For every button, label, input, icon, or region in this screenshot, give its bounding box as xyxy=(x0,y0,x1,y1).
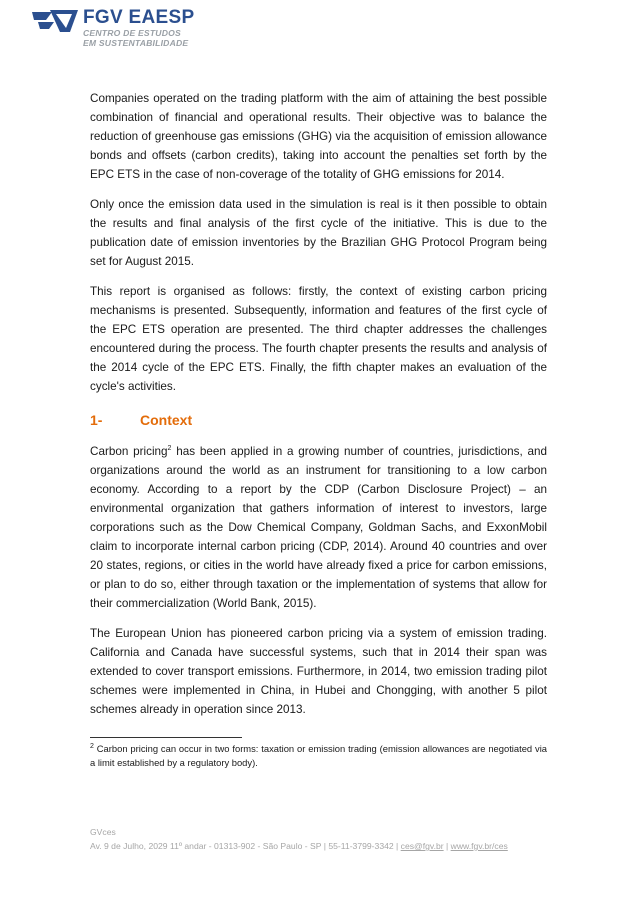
footnote-reference[interactable]: 2 xyxy=(167,445,172,453)
footer-org: GVces xyxy=(90,827,116,837)
document-body xyxy=(90,89,547,730)
footnote xyxy=(90,742,547,770)
logo-text: FGV EAESP xyxy=(83,7,195,28)
page-footer xyxy=(90,825,570,853)
section-heading xyxy=(90,411,547,429)
fgv-eaesp-logo xyxy=(30,6,220,50)
footer-separator: | xyxy=(443,841,451,851)
paragraph-intro-2: Only once the emission data used in the simulation is real is it then possible to obtain the results and final analysis of the first cycle of the initiative. This is due to the publication date of emission inventories by the Brazilian GHG Protocol Program being set for August 2015. xyxy=(90,198,547,268)
paragraph-intro-3: This report is organised as follows: firstly, the context of existing carbon pricing mechanisms is presented. Subsequently, information and features of the first cycle of the EPC ETS operation are presented. The third chapter addresses the challenges encountered during the process. The fourth chapter presents the results and analysis of the 2014 cycle of the EPC ETS. Finally, the fifth chapter makes an evaluation of the cycle's activities. xyxy=(90,285,547,393)
context-p1-rest: has been applied in a growing number of countries, jurisdictions, and organizations around the world as an instrument for transitioning to a low carbon economy. According to a report by the CDP (Carbon Disclosure Project) – an environmental organization that gathers information of interest to investors, large corporations such as the Dow Chemical Company, Goldman Sachs, and ExxonMobil claim to incorporate internal carbon pricing (CDP, 2014). Around 40 countries and over 20 states, regions, or cities in the world have already fixed a price for carbon emissions, or plan to do so, either through taxation or the implementation of systems that allow for their commercialization (World Bank, 2015). xyxy=(90,445,547,610)
footnote-mark: 2 xyxy=(90,742,94,750)
footer-address: Av. 9 de Julho, 2029 11º andar - 01313-902 - São Paulo - SP | 55-11-3799-3342 | xyxy=(90,841,401,851)
paragraph-context-2: The European Union has pioneered carbon pricing via a system of emission trading. California and Canada have successful systems, such that in 2014 their span was extended to cover transport emissions. Furthermore, in 2014, two emission trading pilot schemes were implemented in China, in Hubei and Chongging, with another 5 pilot schemes already in operation since 2013. xyxy=(90,627,547,716)
logo-subtitle-line-1: CENTRO DE ESTUDOS xyxy=(83,28,181,38)
footer-contact-line xyxy=(90,839,570,853)
paragraph-intro-1: Companies operated on the trading platform with the aim of attaining the best possible combination of financial and operational results. Their objective was to balance the reduction of greenhouse gas emissions (GHG) via the acquisition of emission allowance bonds and offsets (carbon credits), taking into account the penalties set forth by the EPC ETS in the case of non-coverage of the totality of GHG emissions for 2014. xyxy=(90,92,547,181)
section-number: 1- xyxy=(90,412,103,428)
footer-email-link[interactable]: ces@fgv.br xyxy=(400,841,444,851)
footnote-separator xyxy=(90,737,242,738)
logo-subtitle xyxy=(83,28,188,48)
logo-subtitle-line-2: EM SUSTENTABILIDADE xyxy=(83,38,189,48)
footnote-text: Carbon pricing can occur in two forms: taxation or emission trading (emission allowances are negotiated via a limit established by a regulatory body). xyxy=(90,743,547,768)
context-p1-start: Carbon pricing xyxy=(90,445,168,458)
fgv-wing-logo-icon xyxy=(30,8,80,34)
paragraph-context-1 xyxy=(90,442,547,613)
footer-website-link[interactable]: www.fgv.br/ces xyxy=(450,841,508,851)
section-title: Context xyxy=(140,412,193,428)
